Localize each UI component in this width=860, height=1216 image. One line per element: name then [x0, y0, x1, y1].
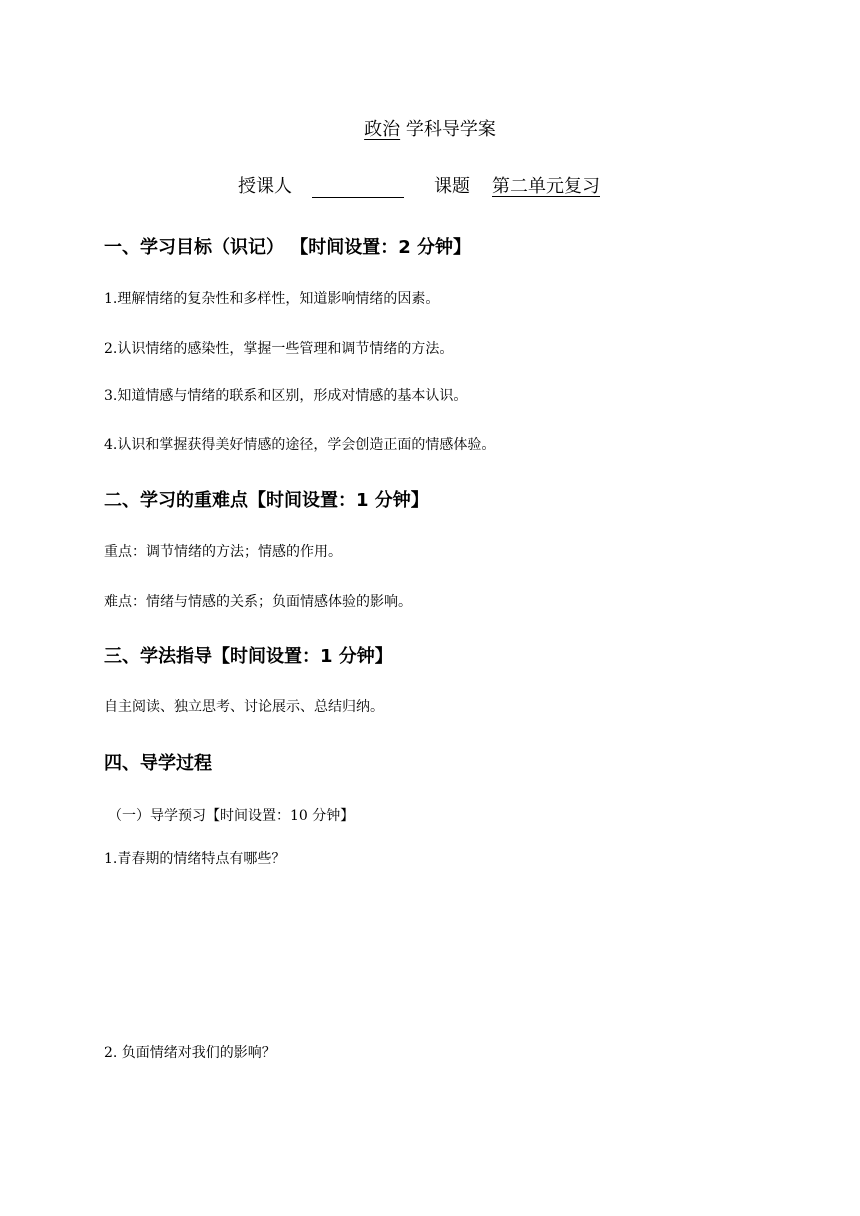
section-3-heading: 三、学法指导【时间设置：1 分钟】 [104, 646, 393, 667]
topic-label: 课题 [434, 176, 470, 197]
teacher-blank [312, 177, 404, 198]
section-1-heading: 一、学习目标（识记） 【时间设置：2 分钟】 [104, 237, 472, 258]
document-title [0, 115, 860, 141]
key-point: 重点：调节情绪的方法；情感的作用。 [104, 544, 342, 560]
title-subject: 政治 [364, 119, 401, 140]
topic-value: 第二单元复习 [492, 176, 600, 197]
question-2: 2. 负面情绪对我们的影响？ [104, 1045, 276, 1061]
difficult-point: 难点：情绪与情感的关系；负面情感体验的影响。 [104, 594, 412, 610]
question-1: 1.青春期的情绪特点有哪些？ [104, 851, 286, 867]
meta-line [238, 172, 600, 198]
goal-item-4: 4.认识和掌握获得美好情感的途径，学会创造正面的情感体验。 [104, 437, 496, 453]
goal-item-2: 2.认识情绪的感染性，掌握一些管理和调节情绪的方法。 [104, 341, 454, 357]
method-text: 自主阅读、独立思考、讨论展示、总结归纳。 [104, 699, 384, 715]
goal-item-1: 1.理解情绪的复杂性和多样性，知道影响情绪的因素。 [104, 291, 440, 307]
section-2-heading: 二、学习的重难点【时间设置：1 分钟】 [104, 490, 429, 511]
preview-subheading: （一）导学预习【时间设置：10 分钟】 [108, 808, 355, 824]
title-rest: 学科导学案 [405, 119, 496, 140]
section-4-heading: 四、导学过程 [104, 753, 212, 774]
teacher-label: 授课人 [238, 176, 292, 197]
goal-item-3: 3.知道情感与情绪的联系和区别，形成对情感的基本认识。 [104, 388, 468, 404]
